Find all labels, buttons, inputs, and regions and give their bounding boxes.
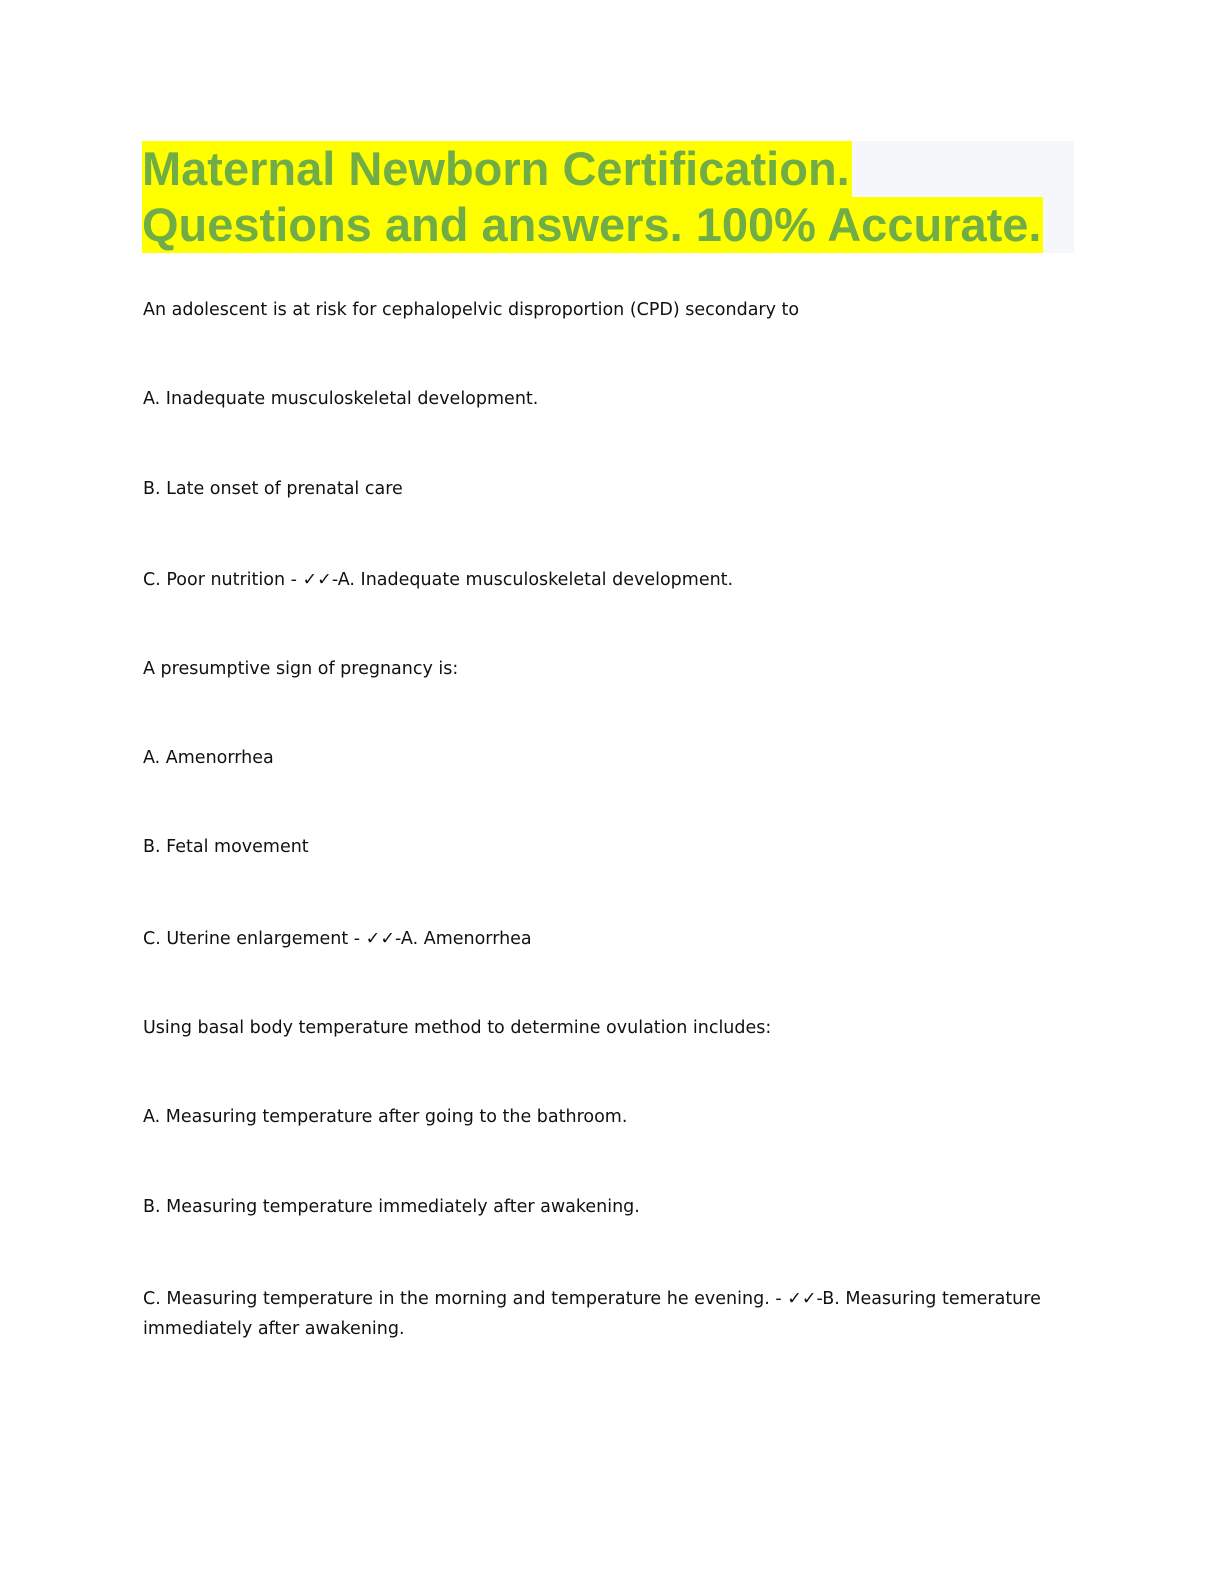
document-title (142, 141, 1074, 253)
title-line-2: Questions and answers. 100% Accurate. (142, 198, 1042, 251)
question-3-option-c-answer: C. Measuring temperature in the morning and temperature he evening. - ✓✓-B. Measuring temerature immediately after awakening. (143, 1289, 1041, 1339)
title-line-1: Maternal Newborn Certification. (142, 142, 850, 195)
question-2-option-b: B. Fetal movement (143, 837, 309, 857)
question-1-option-b: B. Late onset of prenatal care (143, 479, 403, 499)
question-1-option-c-answer: C. Poor nutrition - ✓✓-A. Inadequate musculoskeletal development. (143, 570, 734, 590)
question-2-option-a: A. Amenorrhea (143, 748, 274, 768)
question-1: An adolescent is at risk for cephalopelvic disproportion (CPD) secondary to (143, 300, 800, 320)
question-3: Using basal body temperature method to determine ovulation includes: (143, 1018, 772, 1038)
question-3-option-a: A. Measuring temperature after going to the bathroom. (143, 1107, 628, 1127)
question-2-option-c-answer: C. Uterine enlargement - ✓✓-A. Amenorrhea (143, 929, 532, 949)
question-2: A presumptive sign of pregnancy is: (143, 659, 459, 679)
question-3-option-b: B. Measuring temperature immediately after awakening. (143, 1197, 640, 1217)
question-1-option-a: A. Inadequate musculoskeletal development. (143, 389, 539, 409)
